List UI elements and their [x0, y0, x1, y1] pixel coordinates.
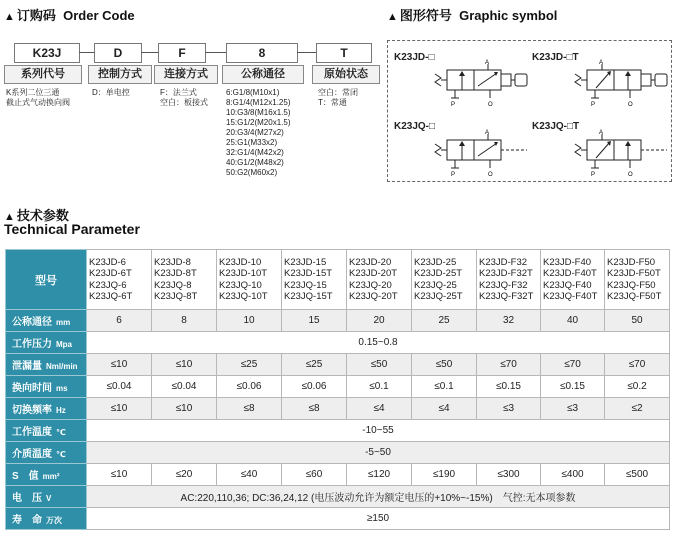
port-p-label: P [591, 102, 596, 108]
model-cell [541, 250, 605, 310]
symbol-label-jdt: K23JD-□T [532, 52, 579, 63]
model-cell [217, 250, 282, 310]
model-cell [412, 250, 477, 310]
model-name: K23JD-25 [414, 256, 457, 268]
param-value: ≤10 [152, 398, 217, 420]
port-o-label: O [628, 102, 633, 108]
valve-symbol-jqt-icon [572, 128, 672, 178]
model-name: K23JQ-F50 [607, 279, 656, 291]
param-row [6, 354, 670, 376]
model-name: K23JQ-15T [284, 291, 333, 302]
param-value-span: 0.15~0.8 [87, 332, 670, 354]
param-label [6, 398, 87, 420]
desc-line: 25:G1(M33x2) [226, 138, 278, 147]
model-name: K23JQ-6T [89, 291, 133, 302]
tech-parameter-table [5, 249, 670, 530]
param-value: 40 [541, 310, 605, 332]
model-name: K23JQ-F50T [607, 291, 662, 302]
param-value-span: ≥150 [87, 508, 670, 530]
code-control: D [94, 43, 142, 63]
param-value: 8 [152, 310, 217, 332]
param-value: ≤50 [412, 354, 477, 376]
param-label [6, 508, 87, 530]
param-value: 6 [87, 310, 152, 332]
label-state: 原始状态 [312, 65, 380, 84]
model-cell [282, 250, 347, 310]
graphic-title-en: Graphic symbol [459, 8, 558, 23]
model-name: K23JQ-25 [414, 279, 457, 291]
desc-line: 10:G3/8(M16x1.5) [226, 108, 291, 117]
desc-control [92, 88, 130, 98]
model-name: K23JD-20 [349, 256, 392, 268]
param-unit: ℃ [56, 450, 66, 459]
model-name: K23JD-F32T [479, 268, 533, 279]
symbol-label-jd: K23JD-□ [394, 52, 435, 63]
param-value: 20 [347, 310, 412, 332]
port-a-label: A [599, 60, 604, 66]
param-label-text: 工作温度 [12, 427, 52, 438]
tech-title-cn: 技术参数 [16, 208, 69, 223]
param-label-text: 切换频率 [12, 405, 52, 416]
param-unit: Hz [56, 406, 66, 415]
param-value: ≤0.04 [87, 376, 152, 398]
dash [297, 52, 316, 53]
model-name: K23JQ-25T [414, 291, 463, 302]
model-name: K23JD-15T [284, 268, 333, 279]
model-name: K23JD-F32 [479, 256, 528, 268]
param-value-span: AC:220,110,36; DC:36,24,12 (电压波动允许为额定电压的+10%~-15%) 气控:无本项参数 [87, 486, 670, 508]
param-value: ≤10 [87, 398, 152, 420]
order-code-title-en: Order Code [63, 8, 135, 23]
param-label [6, 464, 87, 486]
model-cell [477, 250, 541, 310]
model-name: K23JQ-20T [349, 291, 398, 302]
param-label [6, 376, 87, 398]
param-value: ≤25 [282, 354, 347, 376]
param-unit: V [46, 494, 52, 503]
port-a-label: A [485, 60, 490, 66]
model-name: K23JQ-20 [349, 279, 392, 291]
model-name: K23JQ-F32T [479, 291, 534, 302]
desc-line: 15:G1/2(M20x1.5) [226, 118, 291, 127]
param-label [6, 420, 87, 442]
code-connection: F [158, 43, 206, 63]
param-label [6, 354, 87, 376]
param-unit: Nml/min [46, 362, 78, 371]
dash [205, 52, 226, 53]
code-bore: 8 [226, 43, 298, 63]
tech-title-en: Technical Parameter [4, 221, 140, 237]
model-name: K23JD-10T [219, 268, 268, 279]
param-row [6, 442, 670, 464]
desc-state [318, 88, 358, 108]
desc-line: K系列二位三通 [6, 88, 60, 97]
param-value: ≤70 [477, 354, 541, 376]
param-value: 32 [477, 310, 541, 332]
param-value: ≤4 [412, 398, 477, 420]
model-header: 型号 [6, 250, 87, 310]
param-value: ≤8 [282, 398, 347, 420]
port-p-label: P [451, 102, 456, 108]
desc-line: 20:G3/4(M27x2) [226, 128, 284, 137]
param-row [6, 508, 670, 530]
model-row [6, 250, 670, 310]
code-series: K23J [14, 43, 80, 63]
param-row [6, 486, 670, 508]
dash [79, 52, 94, 53]
param-row [6, 464, 670, 486]
tech-heading-cn: ▲ 技术参数 [4, 208, 69, 223]
param-value: ≤4 [347, 398, 412, 420]
model-name: K23JQ-15 [284, 279, 327, 291]
param-label-text: 泄漏量 [12, 361, 42, 372]
desc-line: F：法兰式 [160, 88, 197, 97]
param-unit: mm² [42, 472, 60, 481]
desc-line: D：单电控 [92, 88, 130, 97]
desc-series [6, 88, 70, 108]
label-connection: 连接方式 [154, 65, 218, 84]
port-p-label: P [451, 172, 456, 178]
model-cell [605, 250, 670, 310]
graphic-heading: ▲ 图形符号 Graphic symbol [387, 8, 558, 23]
model-cell [87, 250, 152, 310]
param-value: ≤10 [87, 464, 152, 486]
param-value: 10 [217, 310, 282, 332]
port-o-label: O [628, 172, 633, 178]
param-value: ≤10 [152, 354, 217, 376]
desc-connection [160, 88, 208, 108]
port-o-label: O [488, 172, 493, 178]
param-unit: mm [56, 318, 71, 327]
model-name: K23JQ-8 [154, 279, 192, 291]
param-value: ≤40 [217, 464, 282, 486]
valve-symbol-jq-icon [432, 128, 532, 178]
model-name: K23JQ-F32 [479, 279, 528, 291]
param-value: ≤3 [541, 398, 605, 420]
desc-line: 8:G1/4(M12x1.25) [226, 98, 291, 107]
param-value: 25 [412, 310, 477, 332]
param-row [6, 332, 670, 354]
param-value: ≤0.15 [477, 376, 541, 398]
desc-line: 空白：板接式 [160, 98, 208, 107]
model-cell [152, 250, 217, 310]
param-value: 50 [605, 310, 670, 332]
port-a-label: A [599, 130, 604, 136]
param-value: ≤500 [605, 464, 670, 486]
param-value-span: -5~50 [87, 442, 670, 464]
model-name: K23JD-6 [89, 256, 126, 268]
param-value-span: -10~55 [87, 420, 670, 442]
code-state: T [316, 43, 372, 63]
param-unit: 万次 [46, 516, 62, 525]
order-code-title-cn: 订购码 [16, 8, 56, 23]
label-bore: 公称通径 [222, 65, 304, 84]
model-name: K23JD-F50T [607, 268, 661, 279]
param-label-text: S 值 [12, 471, 39, 482]
port-o-label: O [488, 102, 493, 108]
label-series: 系列代号 [4, 65, 82, 84]
model-name: K23JD-F40T [543, 268, 597, 279]
param-label-text: 换向时间 [12, 383, 52, 394]
param-value: ≤3 [477, 398, 541, 420]
param-value: ≤120 [347, 464, 412, 486]
param-value: ≤0.1 [412, 376, 477, 398]
param-value: ≤70 [541, 354, 605, 376]
model-name: K23JD-6T [89, 268, 132, 279]
param-value: ≤0.06 [217, 376, 282, 398]
desc-line: 6:G1/8(M10x1) [226, 88, 280, 97]
model-name: K23JQ-F40 [543, 279, 592, 291]
model-name: K23JQ-8T [154, 291, 198, 302]
param-value: ≤50 [347, 354, 412, 376]
param-value: ≤0.15 [541, 376, 605, 398]
port-a-label: A [485, 130, 490, 136]
param-value: ≤70 [605, 354, 670, 376]
valve-symbol-jdt-icon [572, 58, 672, 108]
desc-line: T：常通 [318, 98, 347, 107]
param-value: ≤0.2 [605, 376, 670, 398]
desc-line: 50:G2(M60x2) [226, 168, 278, 177]
param-label [6, 332, 87, 354]
param-label [6, 486, 87, 508]
port-p-label: P [591, 172, 596, 178]
order-code-heading: ▲ 订购码 Order Code [4, 8, 135, 23]
param-value: ≤0.04 [152, 376, 217, 398]
desc-line: 截止式气动换向阀 [6, 98, 70, 107]
valve-symbol-jd-icon [432, 58, 532, 108]
model-name: K23JD-20T [349, 268, 398, 279]
desc-line: 40:G1/2(M48x2) [226, 158, 284, 167]
model-name: K23JD-F50 [607, 256, 656, 268]
param-value: ≤0.06 [282, 376, 347, 398]
param-value: ≤0.1 [347, 376, 412, 398]
param-label [6, 442, 87, 464]
param-value: ≤20 [152, 464, 217, 486]
model-cell [347, 250, 412, 310]
graphic-title-cn: 图形符号 [399, 8, 452, 23]
param-value: 15 [282, 310, 347, 332]
model-name: K23JD-10 [219, 256, 262, 268]
param-row [6, 310, 670, 332]
param-label [6, 310, 87, 332]
param-value: ≤8 [217, 398, 282, 420]
model-name: K23JD-8 [154, 256, 191, 268]
param-value: ≤10 [87, 354, 152, 376]
model-name: K23JD-F40 [543, 256, 592, 268]
model-name: K23JQ-6 [89, 279, 127, 291]
label-control: 控制方式 [88, 65, 152, 84]
param-label-text: 公称通径 [12, 317, 52, 328]
param-value: ≤60 [282, 464, 347, 486]
symbol-label-jqt: K23JQ-□T [532, 121, 580, 132]
param-label-text: 寿 命 [12, 515, 42, 526]
model-name: K23JQ-F40T [543, 291, 598, 302]
param-unit: Mpa [56, 340, 72, 349]
param-row [6, 420, 670, 442]
param-value: ≤2 [605, 398, 670, 420]
desc-bore [226, 88, 290, 178]
param-value: ≤400 [541, 464, 605, 486]
dash [141, 52, 158, 53]
param-label-text: 介质温度 [12, 449, 52, 460]
param-value: ≤190 [412, 464, 477, 486]
param-unit: ms [56, 384, 68, 393]
param-unit: ℃ [56, 428, 66, 437]
param-value: ≤300 [477, 464, 541, 486]
param-value: ≤25 [217, 354, 282, 376]
model-name: K23JD-15 [284, 256, 327, 268]
model-name: K23JQ-10T [219, 291, 268, 302]
desc-line: 32:G1/4(M42x2) [226, 148, 284, 157]
model-name: K23JD-8T [154, 268, 197, 279]
param-row [6, 398, 670, 420]
model-name: K23JQ-10 [219, 279, 262, 291]
param-label-text: 电 压 [12, 493, 42, 504]
symbol-label-jq: K23JQ-□ [394, 121, 436, 132]
model-name: K23JD-25T [414, 268, 463, 279]
param-label-text: 工作压力 [12, 339, 52, 350]
param-row [6, 376, 670, 398]
desc-line: 空白：常闭 [318, 88, 358, 97]
